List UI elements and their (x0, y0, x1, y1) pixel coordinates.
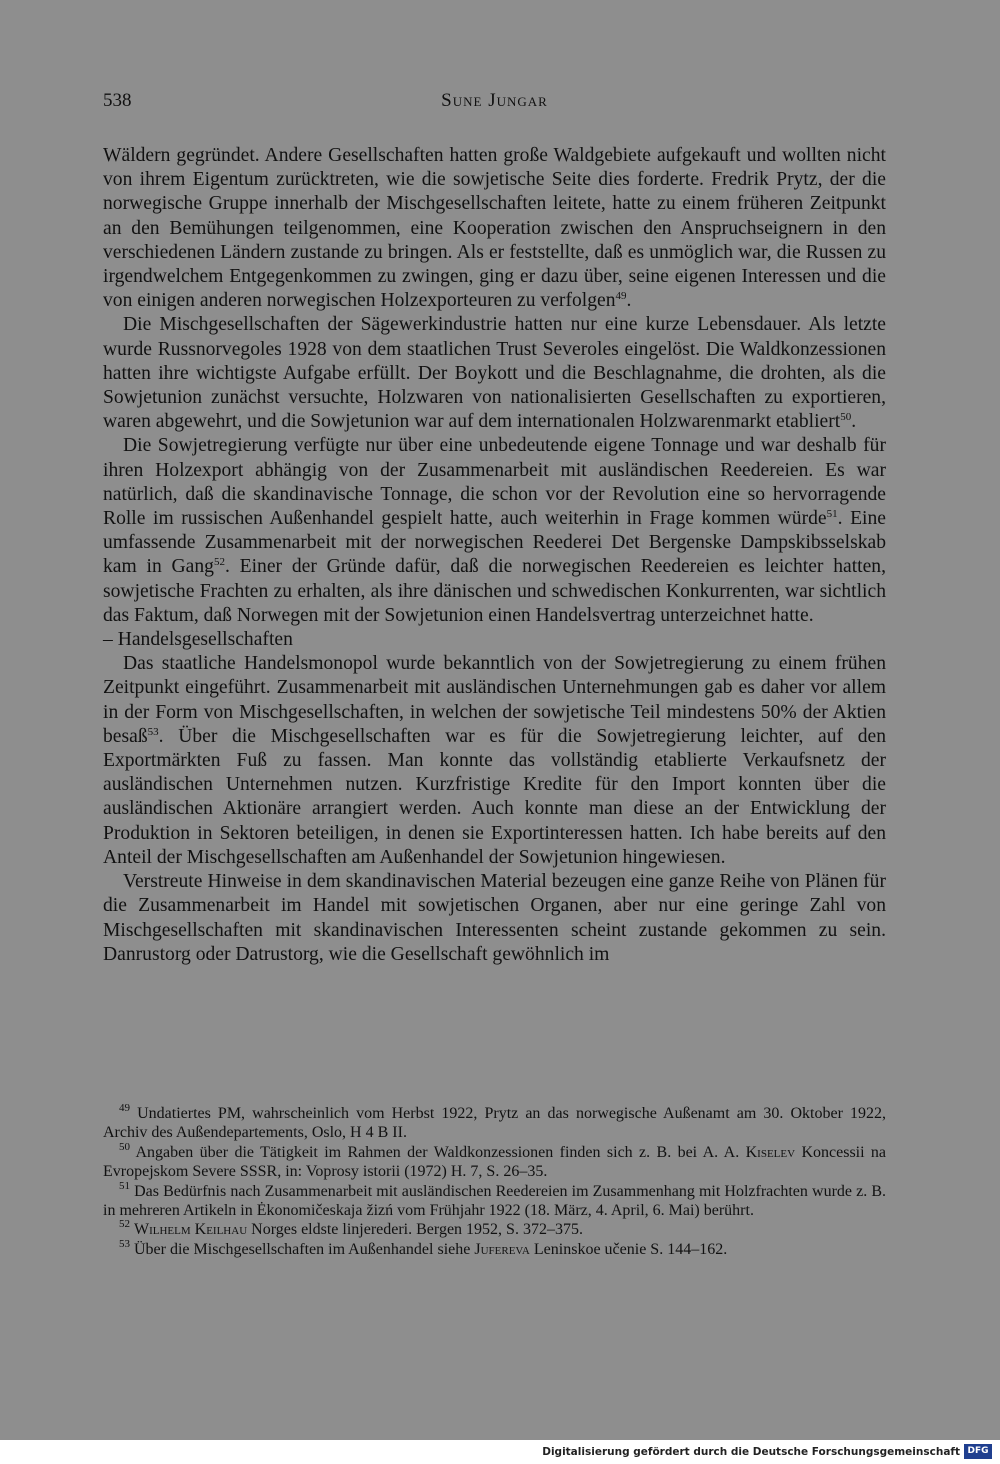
footnote-ref: 53 (147, 725, 159, 738)
paragraph-text: Wäldern gegründet. Andere Gesellschaften hatten große Waldgebiete aufgekauft und wollten nicht von ihrem Eigentum zurücktreten, wie die sowjetische Seite dies forderte. Fredrik Prytz, der die norwegische Gruppe innerhalb der Mischgesellschaften leitete, hatte zu einem früheren Zeitpunkt an den Bemühungen teilgenommen, eine Kooperation zwischen den Anspruchseignern in den verschiedenen Ländern zustande zu bringen. Als er feststellte, daß es unmöglich war, die Russen zu irgendwelchem Entgegenkommen zu zwingen, ging er dazu über, seine eigenen Interessen und die von einigen anderen norwegischen Holzexporteuren zu verfolgen (103, 145, 886, 312)
paragraph (103, 313, 886, 434)
footnote-text: Norges eldste linjerederi. Bergen 1952, S. 372–375. (251, 1221, 583, 1239)
paragraph-text: Über die Mischgesellschaften war es für die Sowjetregierung leichter, auf den Exportmärkten Fuß zu fassen. Man konnte das vollständig etablierte Verkaufsnetz der ausländischen Unternehmen nutzen. Kurzfristige Kredite für den Import konnten über die ausländischen Aktionäre arrangiert werden. Auch konnte man diese an der Entwicklung der Produktion in Sektoren beteiligen, in denen sie Exportinteressen hatten. Ich habe bereits auf den Anteil der Mischgesellschaften am Außenhandel der Sowjetunion hingewiesen. (103, 725, 887, 868)
footnote-ref: 49 (615, 290, 627, 303)
footnote (103, 1237, 886, 1259)
page-number: 538 (103, 90, 132, 111)
paragraph (103, 434, 886, 628)
footnote-number: 49 (119, 1102, 130, 1114)
footnote-number: 52 (119, 1218, 130, 1231)
page-header (103, 90, 886, 116)
footnote-number: 51 (119, 1179, 130, 1192)
section-heading: – Handelsgesellschaften (103, 629, 293, 651)
paragraph-text: Eine umfassende Zusammenarbeit mit der norwegischen Reederei Det Bergenske Dampskibsselskab kam in Gang (103, 508, 886, 578)
footnote-text: Koncessii na Evropejskom Severe SSSR, in: Voprosy istorii (1972) H. 7, S. 26–35. (103, 1143, 887, 1181)
paragraph-text: Die Mischgesellschaften der Sägewerkindustrie hatten nur eine kurze Lebensdauer. Als letzte wurde Russnorvegoles 1928 von dem staatlichen Trust Severoles eingelöst. Die Waldkonzessionen hatten ihre wichtigste Aufgabe erfüllt. Der Boykott und die Beschlagnahme, die drohten, als die Sowjetunion zunächst versuchte, Holzwaren von nationalisierten Gesellschaften zu exportieren, waren abgewehrt, und die Sowjetunion war auf dem internationalen Holzwarenmarkt etabliert (103, 314, 886, 433)
footnote-ref: 51 (826, 508, 838, 521)
punctuation: . (158, 725, 164, 747)
paragraph (103, 870, 886, 967)
paragraph (103, 652, 886, 870)
footnote-text: Angaben über die Tätigkeit im Rahmen der Waldkonzessionen finden sich z. B. bei A. A. (135, 1143, 740, 1161)
digitization-footer (0, 1440, 1000, 1464)
footnote (103, 1140, 887, 1182)
punctuation: . (851, 411, 857, 433)
paragraph-text: Verstreute Hinweise in dem skandinavischen Material bezeugen eine ganze Reihe von Plänen für die Zusammenarbeit im Handel mit sowjetischen Organen, aber nur eine geringe Zahl von Mischgesellschaften mit skandinavischen Interessenten scheint zustande gekommen zu sein. Danrustorg oder Datrustorg, wie die Gesellschaft gewöhnlich im (103, 871, 886, 965)
footnote-ref: 50 (840, 411, 852, 424)
punctuation: . (224, 556, 230, 578)
funding-credit: Digitalisierung gefördert durch die Deutsche Forschungsgemeinschaft (542, 1446, 960, 1458)
footnote-ref: 52 (213, 556, 225, 569)
footnote-author: Jufereva (474, 1240, 530, 1258)
footnote (103, 1179, 887, 1221)
footnote-number: 50 (119, 1140, 130, 1153)
dfg-logo: DFG (964, 1444, 992, 1459)
punctuation: . (837, 508, 843, 530)
footnote-text: Undatiertes PM, wahrscheinlich vom Herbst 1922, Prytz an das norwegische Außenamt am 30. Oktober 1922, Archiv des Außendepartements, Oslo, H 4 B II. (103, 1105, 886, 1142)
footnote (103, 1104, 886, 1143)
running-title: Sune Jungar (441, 90, 548, 111)
paragraph-text: Das staatliche Handelsmonopol wurde bekanntlich von der Sowjetregierung zu einem frühen Zeitpunkt eingeführt. Zusammenarbeit mit ausländischen Unternehmungen gab es daher vor allem in der Form von Mischgesellschaften, in welchen der sowjetische Teil mindestens 50% der Aktien besaß (103, 653, 886, 747)
footnote-author: Wilhelm Keilhau (134, 1221, 248, 1239)
punctuation: . (626, 290, 632, 312)
footnote-text: Das Bedürfnis nach Zusammenarbeit mit ausländischen Reedereien im Zusammenhang mit Holzfrachten wurde z. B. in mehreren Artikeln in Ėkonomičeskaja žizń vom Frühjahr 1922 (18. März, 4. April, 6. Mai) berührt. (103, 1182, 887, 1220)
footnote-author: Kiselev (745, 1143, 796, 1161)
footnote-text: Über die Mischgesellschaften im Außenhandel siehe (134, 1240, 471, 1258)
footnotes (103, 1104, 886, 1259)
paragraph-text: Einer der Gründe dafür, daß die norwegischen Reedereien es leichter hatten, sowjetische Frachten zu erhalten, als ihre dänischen und schwedischen Konkurrenten, war sichtlich das Faktum, daß Norwegen mit der Sowjetunion einen Handelsvertrag unterzeichnet hatte. (103, 556, 886, 626)
body-text (103, 144, 886, 967)
footnote (103, 1220, 886, 1239)
footnote-text: Leninskoe učenie S. 144–162. (533, 1240, 728, 1258)
paragraph-text: Die Sowjetregierung verfügte nur über eine unbedeutende eigene Tonnage und war deshalb für ihren Holzexport abhängig von der Zusammenarbeit mit ausländischen Reedereien. Es war natürlich, daß die skandinavische Tonnage, die schon vor der Revolution eine so hervorragende Rolle im russischen Außenhandel gespielt hatte, auch weiterhin in Frage kommen würde (103, 435, 886, 530)
paragraph (103, 144, 886, 313)
footnote-number: 53 (119, 1237, 130, 1250)
